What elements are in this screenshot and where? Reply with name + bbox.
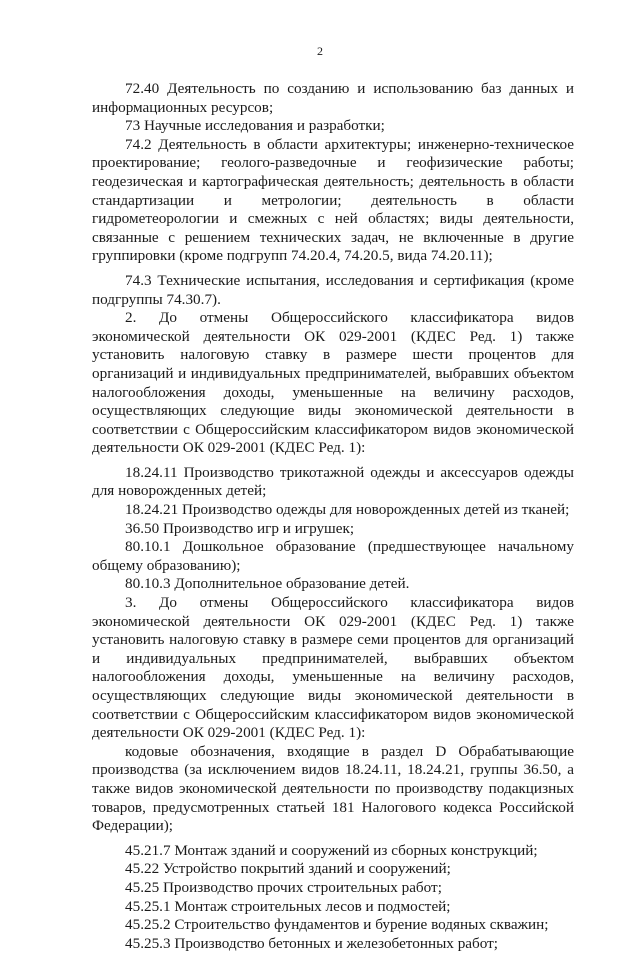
paragraph-18-24-11: 18.24.11 Производство трикотажной одежды и аксессуаров одежды для новорожденных детей; — [92, 463, 574, 500]
paragraph-74-3: 74.3 Технические испытания, исследования и сертификация (кроме подгруппы 74.30.7). — [92, 271, 574, 308]
paragraph-36-50: 36.50 Производство игр и игрушек; — [125, 519, 355, 537]
paragraph-clause-3: 3. До отмены Общероссийского классификатора видов экономической деятельности ОК 029-2001 (КДЕС Ред. 1) также установить налоговую ставку в размере семи процентов для организаций и индивидуальных предпринимателей, выбравших объектом налогообложения доходы, уменьшенные на величину расходов, осуществляющих следующие виды экономической деятельности в соответствии с Общероссийским классификатором видов экономической деятельности ОК 029-2001 (КДЕС Ред. 1): — [92, 594, 574, 742]
paragraph-45-22: 45.22 Устройство покрытий зданий и сооружений; — [125, 860, 451, 878]
paragraph-45-25-2: 45.25.2 Строительство фундаментов и бурение водяных скважин; — [125, 916, 549, 934]
paragraph-45-25: 45.25 Производство прочих строительных работ; — [125, 878, 442, 896]
paragraph-80-10-3: 80.10.3 Дополнительное образование детей. — [125, 575, 410, 593]
page-number: 2 — [317, 44, 323, 58]
paragraph-section-d: кодовые обозначения, входящие в раздел D Обрабатывающие производства (за исключением видов 18.24.11, 18.24.21, группы 36.50, а также видов экономической деятельности по производству подакцизных товаров, предусмотренных статьей 181 Налогового кодекса Российской Федерации); — [92, 742, 574, 835]
document-body — [92, 80, 574, 953]
paragraph-80-10-1: 80.10.1 Дошкольное образование (предшествующее начальному общему образованию); — [92, 538, 574, 574]
paragraph-74-2: 74.2 Деятельность в области архитектуры; инженерно-техническое проектирование; геолого-разведочные и геофизические работы; геодезическая и картографическая деятельность; деятельность в области стандартизации и метрологии; деятельность в области гидрометеорологии и смежных с ней областях; виды деятельности, связанные с решением технических задач, не включенные в другие группировки (кроме подгрупп 74.20.4, 74.20.5, вида 74.20.11); — [92, 135, 574, 265]
paragraph-72-40: 72.40 Деятельность по созданию и использованию баз данных и информационных ресурсов; — [92, 80, 574, 116]
paragraph-clause-2: 2. До отмены Общероссийского классификатора видов экономической деятельности ОК 029-2001 (КДЕС Ред. 1) также установить налоговую ставку в размере шести процентов для организаций и индивидуальных предпринимателей, выбравших объектом налогообложения доходы, уменьшенные на величину расходов, осуществляющих следующие виды экономической деятельности в соответствии с Общероссийским классификатором видов экономической деятельности ОК 029-2001 (КДЕС Ред. 1): — [92, 309, 574, 457]
paragraph-45-25-1: 45.25.1 Монтаж строительных лесов и подмостей; — [125, 897, 451, 915]
paragraph-45-25-3: 45.25.3 Производство бетонных и железобетонных работ; — [125, 934, 499, 952]
paragraph-18-24-21: 18.24.21 Производство одежды для новорожденных детей из тканей; — [125, 501, 570, 519]
paragraph-73: 73 Научные исследования и разработки; — [125, 117, 385, 135]
paragraph-45-21-7: 45.21.7 Монтаж зданий и сооружений из сборных конструкций; — [125, 841, 538, 859]
